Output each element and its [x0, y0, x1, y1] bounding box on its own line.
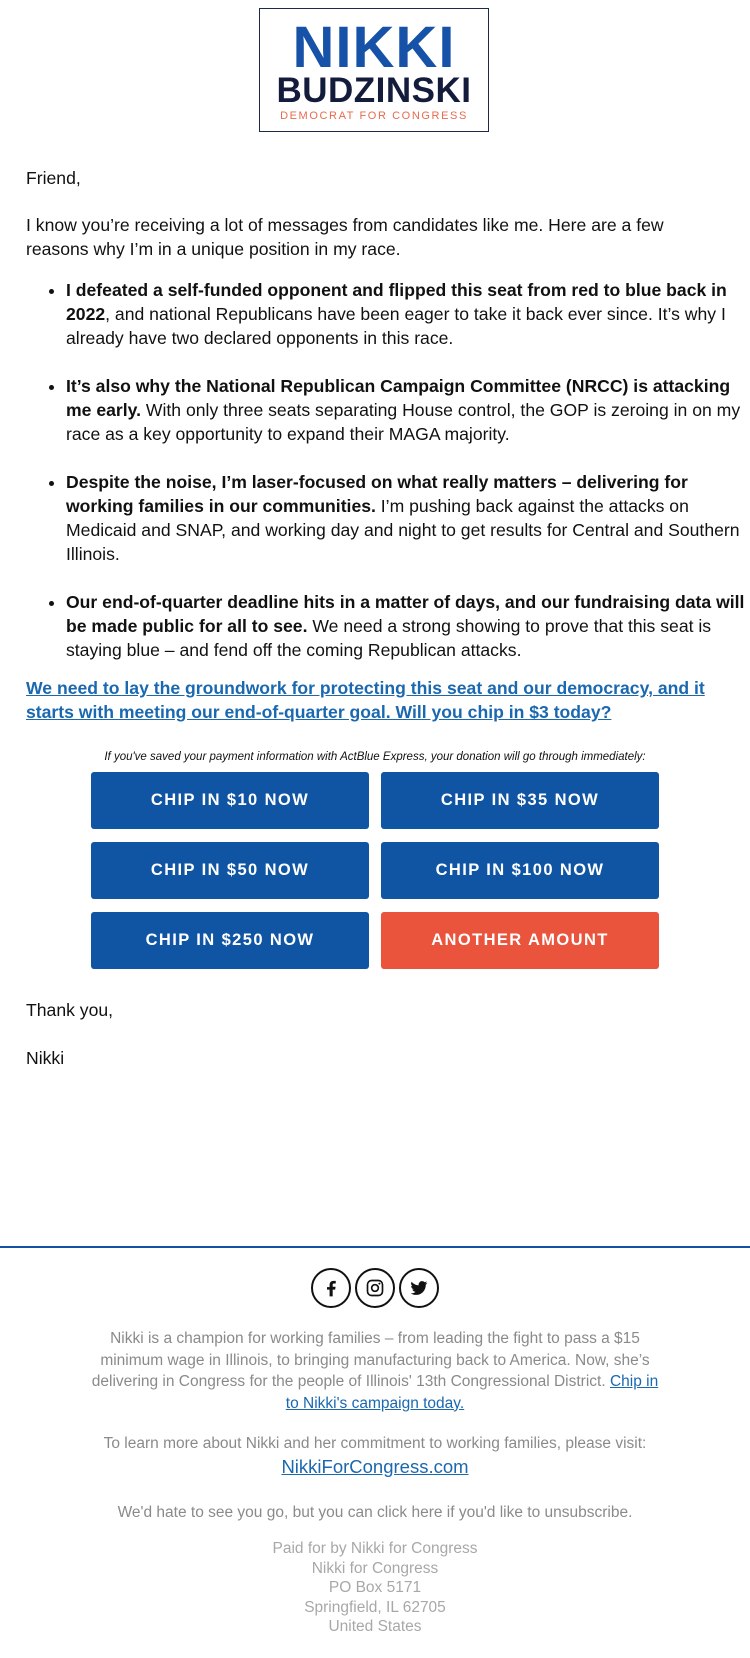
chip-in-3-link[interactable]: We need to lay the groundwork for protecting this seat and our democracy, and it starts with meeting our end-of-quarter goal. Will you chip in $3 today?	[26, 678, 705, 722]
instagram-icon[interactable]	[355, 1268, 395, 1308]
chip-in-50-button[interactable]: CHIP IN $50 NOW	[91, 842, 369, 899]
footer-site-link	[88, 1455, 662, 1479]
campaign-logo	[259, 8, 489, 132]
chip-in-campaign-link[interactable]: Chip in to Nikki's campaign today.	[285, 1373, 659, 1412]
address-org: Nikki for Congress	[311, 1559, 439, 1577]
list-item-text: We need a strong showing to prove that this seat is staying blue – and fend off the coming Republican attacks.	[66, 616, 712, 660]
greeting: Friend,	[26, 168, 81, 188]
footer-learn-more: To learn more about Nikki and her commitment to working families, please visit:	[103, 1435, 647, 1452]
address-city: Springfield, IL 62705	[304, 1598, 446, 1616]
intro-paragraph: I know you’re receiving a lot of messages from candidates like me. Here are a few reasons why I’m in a unique position in my race.	[26, 215, 664, 259]
chip-in-10-button[interactable]: CHIP IN $10 NOW	[91, 772, 369, 829]
twitter-icon[interactable]	[399, 1268, 439, 1308]
logo-last-name: BUDZINSKI	[276, 71, 472, 110]
paid-for-by: Paid for by Nikki for Congress	[272, 1540, 478, 1557]
list-item-bold: It’s also why the National Republican Campaign Committee (NRCC) is attacking me early.	[66, 376, 731, 420]
list-item-bold: Our end-of-quarter deadline hits in a matter of days, and our fundraising data will be made public for all to see.	[66, 592, 745, 636]
footer-address	[88, 1539, 662, 1637]
facebook-icon[interactable]	[311, 1268, 351, 1308]
list-item	[66, 278, 750, 350]
list-item	[66, 374, 750, 446]
chip-in-35-button[interactable]: CHIP IN $35 NOW	[381, 772, 659, 829]
address-po-box: PO Box 5171	[328, 1579, 422, 1596]
chip-in-250-button[interactable]: CHIP IN $250 NOW	[91, 912, 369, 969]
actblue-express-note: If you've saved your payment information with ActBlue Express, your donation will go through immediately:	[104, 751, 646, 763]
footer-divider	[0, 1246, 750, 1248]
address-country: United States	[328, 1618, 422, 1635]
closing: Thank you,	[26, 1000, 114, 1020]
footer-about-text: Nikki is a champion for working families – from leading the fight to pass a $15 minimum wage in Illinois, to bringing manufacturing back to America. Now, she’s delivering in Congress for the people of Illinois' 13th Congressional District.	[91, 1330, 650, 1390]
footer-about	[88, 1328, 662, 1414]
list-item-text: I’m pushing back against the attacks on Medicaid and SNAP, and working day and night to get results for Central and Southern Illinois.	[66, 496, 740, 564]
website-link[interactable]: NikkiForCongress.com	[281, 1456, 469, 1477]
chip-in-100-button[interactable]: CHIP IN $100 NOW	[381, 842, 659, 899]
list-item-text: , and national Republicans have been eager to take it back ever since. It’s why I already have two declared opponents in this race.	[66, 304, 726, 348]
logo-tagline: DEMOCRAT FOR CONGRESS	[280, 110, 468, 122]
list-item	[66, 470, 750, 566]
logo-first-name: NIKKI	[292, 15, 456, 80]
reasons-list	[42, 278, 750, 686]
list-item-text: With only three seats separating House control, the GOP is zeroing in on my race as a key opportunity to expand their MAGA majority.	[66, 400, 741, 444]
another-amount-button[interactable]: ANOTHER AMOUNT	[381, 912, 659, 969]
list-item-bold: Despite the noise, I’m laser-focused on what really matters – delivering for working families in our communities.	[66, 472, 688, 516]
list-item-bold: I defeated a self-funded opponent and flipped this seat from red to blue back in 2022	[66, 280, 727, 324]
list-item	[66, 590, 750, 662]
signature: Nikki	[26, 1048, 65, 1068]
unsubscribe-link[interactable]: We'd hate to see you go, but you can click here if you'd like to unsubscribe.	[117, 1504, 633, 1521]
